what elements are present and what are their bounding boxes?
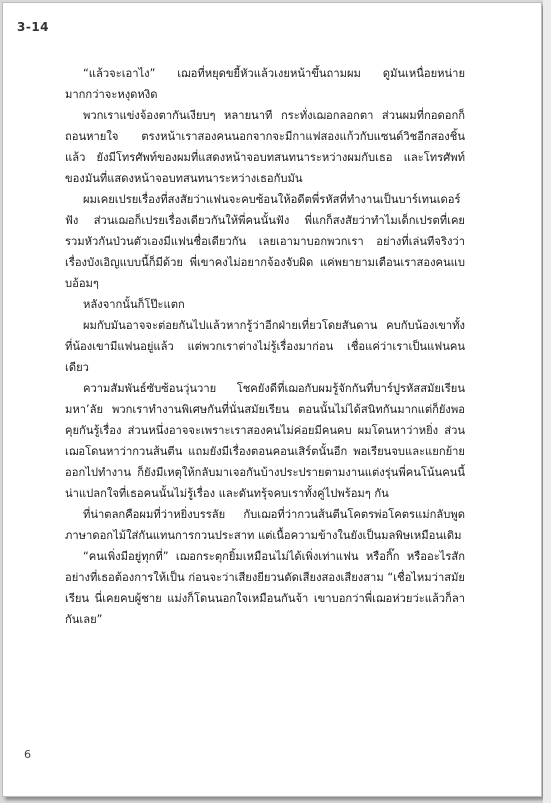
paragraph: ที่น่าตลกคือผมที่ว่าหยิ่งบรรลัย กับเฌอที่ว่ากวนส้นตีนโคตรพ่อโคตรแม่กลับพูดภาษาดอกไม้ใส่กันแทนการกวนประสาท แต่เนื้อความข้างในยังเป็นมลพิษเหมือนเดิม (65, 508, 465, 542)
scrollbar-track[interactable] (543, 0, 551, 803)
document-page (2, 2, 542, 797)
paragraph: “แล้วจะเอาไง” เฌอที่หยุดขยี้หัวแล้วเงยหน้าขึ้นถามผม ดูมันเหนื่อยหน่ายมากกว่าจะหงุดหงิด (65, 67, 465, 101)
body-text (65, 63, 465, 630)
paragraph: หลังจากนั้นก็โป๊ะแตก (83, 298, 185, 311)
paragraph: ผมกับมันอาจจะต่อยกันไปแล้วหากรู้ว่าอีกฝ่ายเที่ยวโดยสันดาน คบกับน้องเขาทั้งที่น้องเขามีแฟนอยู่แล้ว แต่พวกเราต่างไม่รู้เรื่องมาก่อน เชื่อแค่ว่าเราเป็นแฟนคนเดียว (65, 319, 465, 374)
page-number: 6 (24, 748, 31, 761)
paragraph: “คนเพิ่งมีอยู่ทุกที่” เฌอกระตุกยิ้มเหมือนไม่ได้เพิ่งเท่าแฟน หรือกิ๊ก หรืออะไรสักอย่างที่เธอต้องการให้เป็น ก่อนจะว่าเสียงยียวนดัดเสียงสองเสียงสาม “เชื่อไหมว่าสมัยเรียน นี่เคยคบผู้ชาย แม่งก็โดนนอกใจเหมือนกันจ้า เขาบอกว่าพี่เฌอห่วยว่ะแล้วก็ลากันเลย” (65, 550, 465, 626)
paragraph: ความสัมพันธ์ซับซ้อนวุ่นวาย โชคยังดีที่เฌอกับผมรู้จักกันที่บาร์ปูรหัสสมัยเรียนมหา’ลัย พวกเราทำงานพิเศษกันที่นั่นสมัยเรียน ตอนนั้นไม่ได้สนิทกันมากแต่ก็ยังพอคุยกันรู้เรื่อง ส่วนหนึ่งอาจจะเพราะเราสองคนไม่ค่อยมีคนคบ ผมโดนหาว่าหยิ่ง ส่วนเฌอโดนหาว่ากวนส้นตีน แถมยังมีเรื่องตอนคอนเสิร์ตนั้นอีก พอเรียนจบและแยกย้ายออกไปทำงาน ก็ยังมีเหตุให้กลับมาเจอกันบ้างประปรายตามงานแต่งรุ่นพี่คนโน้นคนนี้ น่าแปลกใจที่เธอคนนั้นไม่รู้เรื่อง และดันทรุ้จคบเราทั้งคู่ไปพร้อมๆ กัน (65, 382, 465, 500)
paragraph: ผมเคยเปรยเรื่องที่สงสัยว่าแฟนจะคบซ้อนให้อดีตพี่รหัสที่ทำงานเป็นบาร์เทนเดอร์ฟัง ส่วนเฌอก็เปรยเรื่องเดียวกันให้พี่คนนั้นฟัง พี่แกก็สงสัยว่าทำไมเด็กเปรตที่เคยรวมหัวกันป่วนตัวเองมีแฟนชื่อเดียวกัน เลยเอามาบอกพวกเรา อย่างที่เล่นทีจริงว่าเรื่องบังเอิญแบบนี้ก็มีด้วย พี่เขาคงไม่อยากจ้องจับผิด แค่พยายามเตือนเราสองคนแบบอ้อมๆ (65, 193, 465, 290)
chapter-number: 3-14 (17, 20, 50, 34)
paragraph: พวกเราแข่งจ้องตากันเงียบๆ หลายนาที กระทั่งเฌอกลอกตา ส่วนผมที่กอดอกก็ถอนหายใจ ตรงหน้าเราสองคนนอกจากจะมีกาแฟสองแก้วกับแซนด์วิชอีกสองชิ้นแล้ว ยังมีโทรศัพท์ของผมที่แสดงหน้าจอบทสนทนาระหว่างผมกับเธอ และโทรศัพท์ของมันที่แสดงหน้าจอบทสนทนาระหว่างเธอกับมัน (65, 109, 465, 185)
